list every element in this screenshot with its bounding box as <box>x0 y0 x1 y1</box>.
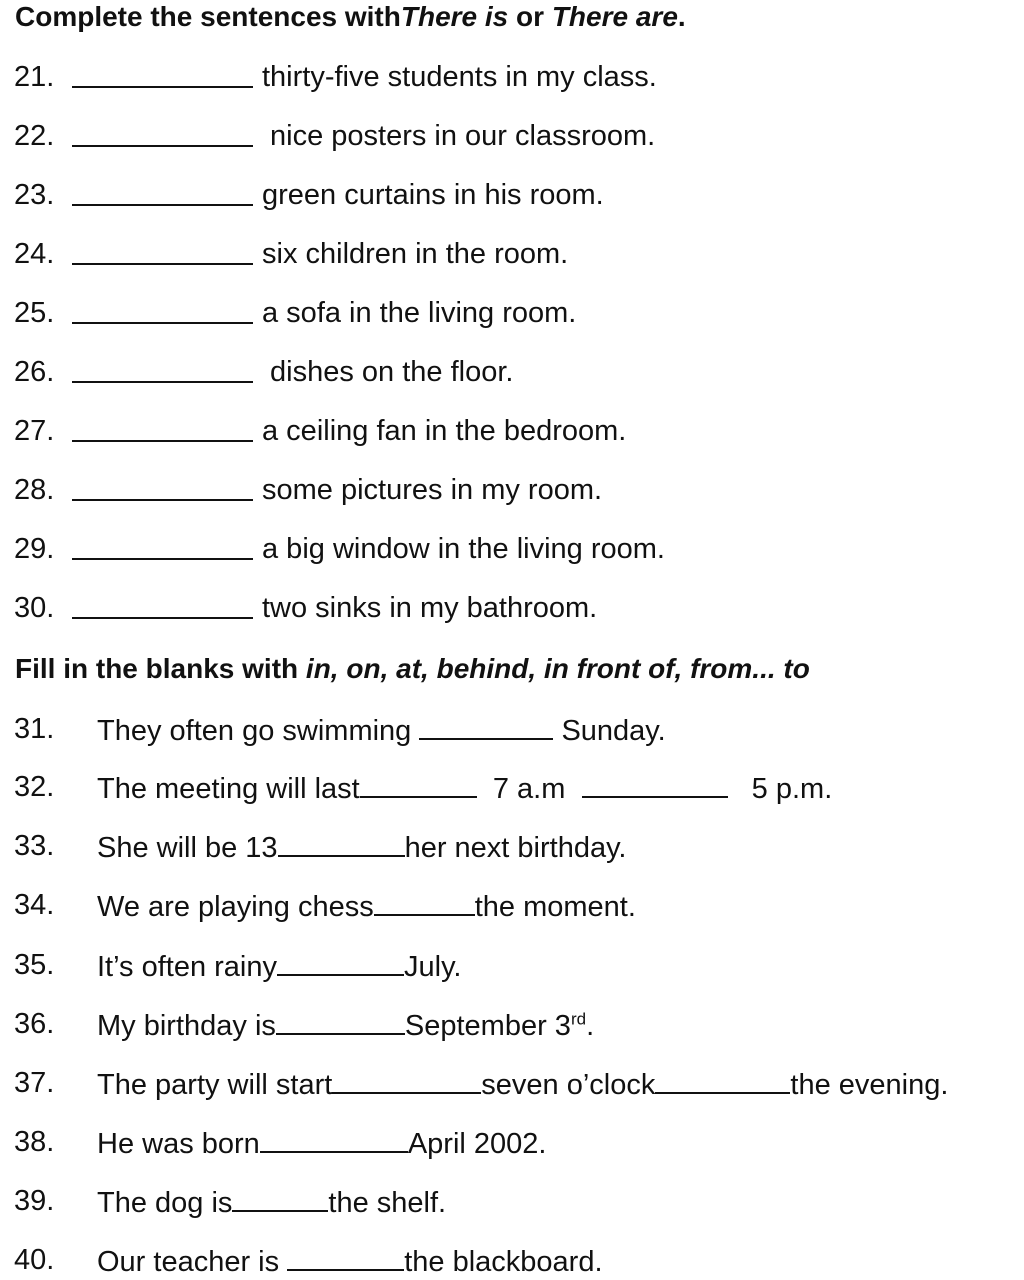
answer-blank[interactable] <box>276 1007 405 1035</box>
answer-blank[interactable] <box>332 1066 481 1094</box>
item-number: 40. <box>14 1244 55 1276</box>
item-sentence: She will be 13 her next birthday. <box>97 829 626 865</box>
answer-blank[interactable] <box>72 296 253 324</box>
answer-blank[interactable] <box>582 770 728 798</box>
part2-instruction: Fill in the blanks with in, on, at, behind, in front of, from... to <box>15 653 810 684</box>
answer-blank[interactable] <box>72 237 253 265</box>
item-number: 26. <box>14 356 55 388</box>
answer-blank[interactable] <box>72 591 253 619</box>
answer-blank[interactable] <box>72 473 253 501</box>
item-sentence: He was born April 2002. <box>97 1125 546 1161</box>
item-number: 36. <box>14 1008 55 1040</box>
answer-blank[interactable] <box>72 60 253 88</box>
item-text: six children in the room. <box>262 238 569 270</box>
item-text: green curtains in his room. <box>262 179 604 211</box>
item-sentence: The party will start seven o’clock the evening. <box>97 1066 948 1102</box>
answer-blank[interactable] <box>72 119 253 147</box>
part1-instruction: Complete the sentences withThere is or There are. <box>15 1 686 32</box>
answer-blank[interactable] <box>72 532 253 560</box>
item-number: 39. <box>14 1185 55 1217</box>
item-text: thirty-five students in my class. <box>262 61 657 93</box>
item-text: some pictures in my room. <box>262 474 603 506</box>
item-number: 24. <box>14 238 55 270</box>
answer-blank[interactable] <box>360 770 477 798</box>
item-number: 21. <box>14 61 55 93</box>
answer-blank[interactable] <box>419 712 553 740</box>
answer-blank[interactable] <box>72 414 253 442</box>
item-number: 32. <box>14 771 55 803</box>
item-sentence: They often go swimming Sunday. <box>97 712 666 748</box>
item-text: a big window in the living room. <box>262 533 665 565</box>
item-text: dishes on the floor. <box>270 356 514 388</box>
item-sentence: We are playing chess the moment. <box>97 888 636 924</box>
item-number: 27. <box>14 415 55 447</box>
item-sentence: It’s often rainy July. <box>97 948 462 984</box>
answer-blank[interactable] <box>72 178 253 206</box>
item-text: a ceiling fan in the bedroom. <box>262 415 627 447</box>
answer-blank[interactable] <box>374 888 475 916</box>
item-sentence: Our teacher is the blackboard. <box>97 1243 603 1279</box>
item-text: nice posters in our classroom. <box>270 120 656 152</box>
item-sentence: My birthday is September 3rd. <box>97 1007 594 1043</box>
answer-blank[interactable] <box>277 948 404 976</box>
item-number: 37. <box>14 1067 55 1099</box>
item-number: 34. <box>14 889 55 921</box>
answer-blank[interactable] <box>232 1184 328 1212</box>
item-sentence: The meeting will last 7 a.m 5 p.m. <box>97 770 832 806</box>
answer-blank[interactable] <box>72 355 253 383</box>
answer-blank[interactable] <box>278 829 405 857</box>
item-text: two sinks in my bathroom. <box>262 592 598 624</box>
item-number: 29. <box>14 533 55 565</box>
item-number: 30. <box>14 592 55 624</box>
item-number: 28. <box>14 474 55 506</box>
item-text: a sofa in the living room. <box>262 297 577 329</box>
item-number: 38. <box>14 1126 55 1158</box>
item-number: 33. <box>14 830 55 862</box>
item-number: 31. <box>14 713 55 745</box>
answer-blank[interactable] <box>260 1125 408 1153</box>
item-number: 25. <box>14 297 55 329</box>
item-number: 35. <box>14 949 55 981</box>
answer-blank[interactable] <box>287 1243 404 1271</box>
item-number: 23. <box>14 179 55 211</box>
answer-blank[interactable] <box>655 1066 790 1094</box>
item-sentence: The dog is the shelf. <box>97 1184 446 1220</box>
item-number: 22. <box>14 120 55 152</box>
